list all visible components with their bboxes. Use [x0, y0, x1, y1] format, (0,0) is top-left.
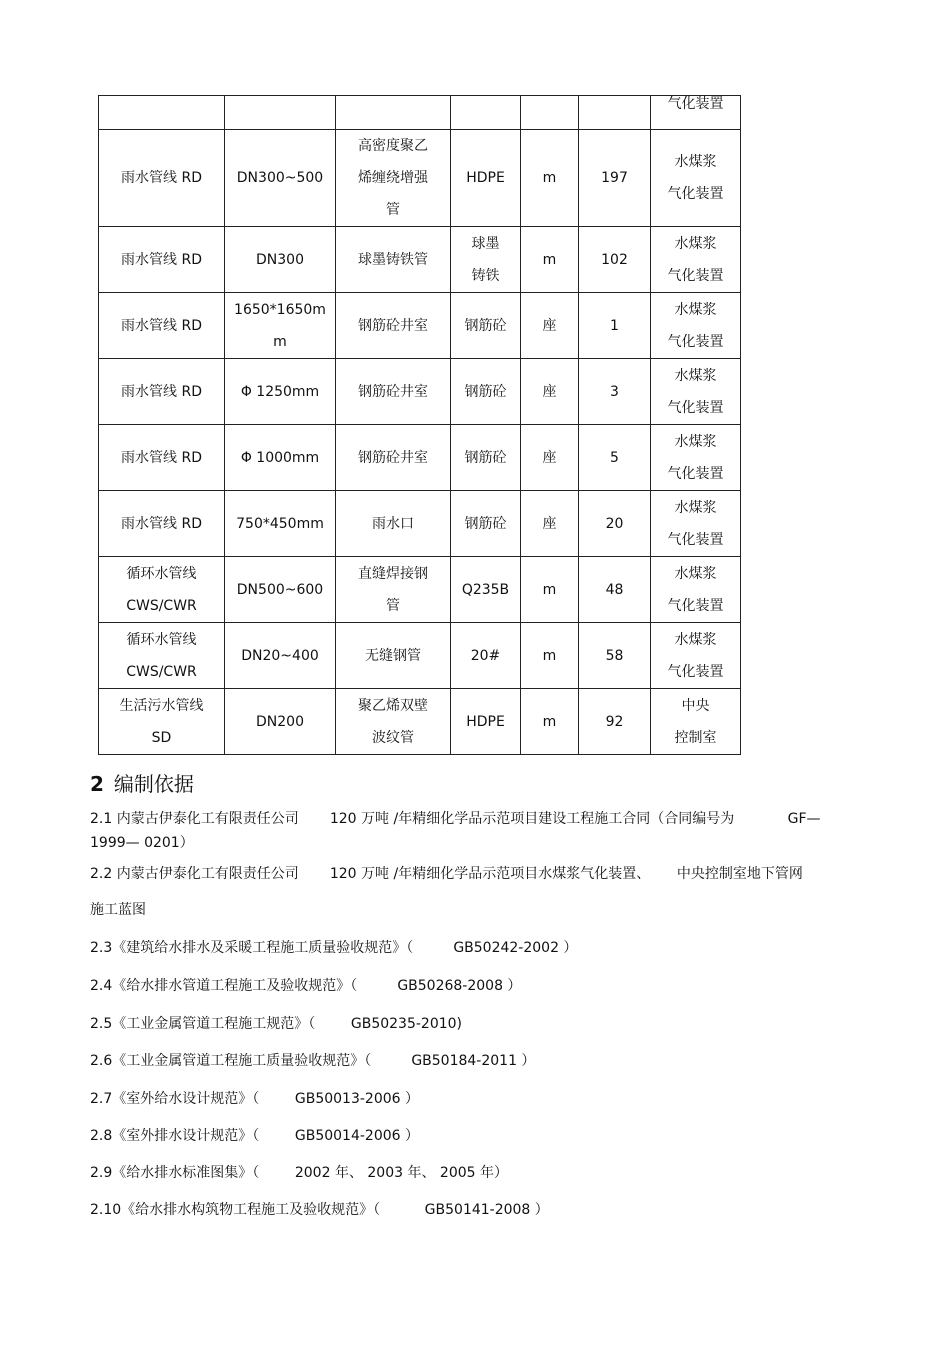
table-cell-spec — [225, 293, 336, 359]
table-cell-material — [451, 491, 521, 557]
cell-line: DN20~400 — [241, 647, 319, 664]
cell-line: 58 — [605, 647, 624, 664]
cell-line: 雨水管线 RD — [121, 170, 202, 186]
cell-line: 气化装置 — [667, 333, 724, 350]
cell-line: m — [542, 251, 557, 268]
table-row — [99, 557, 741, 623]
cell-line: 钢筋砼井室 — [358, 449, 428, 466]
table-cell-quantity — [579, 557, 651, 623]
cell-line: 水煤浆 — [674, 433, 717, 450]
cell-line: HDPE — [466, 713, 505, 730]
cell-line: 水煤浆 — [674, 499, 717, 516]
cell-line: Φ 1000mm — [240, 449, 320, 466]
table-cell-location — [651, 557, 741, 623]
cell-line: 座 — [542, 383, 557, 400]
cell-line: DN200 — [256, 713, 304, 730]
cell-line: 钢筋砼井室 — [358, 383, 428, 400]
table-cell-unit — [521, 293, 579, 359]
cell-line: 气化装置 — [667, 531, 724, 548]
cell-line: 无缝钢管 — [365, 647, 421, 664]
table-cell-material-desc — [336, 491, 451, 557]
table-cell-material — [451, 623, 521, 689]
cell-line: 钢筋砼 — [464, 383, 507, 400]
basis-item: 2.8《室外排水设计规范》（ GB50014-2006 ） — [90, 1128, 419, 1144]
cell-line: 中央 — [681, 697, 710, 714]
table-cell-location — [651, 689, 741, 755]
table-cell-spec — [225, 557, 336, 623]
cell-line: 气化装置 — [667, 96, 724, 112]
table-row — [99, 425, 741, 491]
cell-line: 钢筋砼井室 — [358, 317, 428, 334]
pipeline-quantity-table — [98, 95, 741, 755]
table-body — [99, 96, 741, 755]
table-cell-location — [651, 623, 741, 689]
table-cell-location — [651, 491, 741, 557]
section-title: 编制依据 — [113, 772, 194, 796]
table-cell-quantity — [579, 130, 651, 227]
cell-line: DN500~600 — [236, 581, 324, 598]
cell-line: 102 — [601, 251, 628, 268]
table-cell-pipeline-name — [99, 491, 225, 557]
cell-line: 雨水管线 RD — [121, 317, 202, 334]
table-cell-unit — [521, 557, 579, 623]
cell-line: 水煤浆 — [674, 631, 717, 648]
cell-line: 雨水口 — [372, 515, 414, 532]
cell-line: CWS/CWR — [126, 663, 197, 680]
cell-line: 气化装置 — [667, 186, 724, 202]
table-row — [99, 130, 741, 227]
cell-line: 水煤浆 — [674, 565, 717, 582]
cell-line: 水煤浆 — [674, 301, 717, 318]
table-cell-spec — [225, 359, 336, 425]
cell-line: 水煤浆 — [674, 235, 717, 252]
cell-line: 20 — [605, 515, 624, 532]
basis-item: 2.9《给水排水标准图集》（ 2002 年、 2003 年、 2005 年） — [90, 1165, 509, 1181]
basis-item: 2.5《工业金属管道工程施工规范》（ GB50235-2010) — [90, 1016, 462, 1032]
table-cell-location — [651, 425, 741, 491]
cell-line: 1650*1650m — [234, 301, 326, 318]
cell-line: 气化装置 — [667, 267, 724, 284]
table-cell-material — [451, 689, 521, 755]
cell-line: 波纹管 — [372, 729, 414, 746]
basis-item: 施工蓝图 — [90, 902, 146, 918]
table-cell-unit — [521, 359, 579, 425]
table-cell-quantity — [579, 425, 651, 491]
cell-line: 48 — [605, 581, 624, 598]
cell-line: 水煤浆 — [674, 367, 717, 384]
table-cell-unit — [521, 689, 579, 755]
cell-line: Φ 1250mm — [240, 383, 320, 400]
basis-item: 2.1 内蒙古伊泰化工有限责任公司 120 万吨 /年精细化学品示范项目建设工程施工合同（合同编号为 GF— — [90, 811, 821, 827]
cell-line: 烯缠绕增强 — [358, 170, 428, 186]
table-cell-unit — [521, 425, 579, 491]
basis-item: 1999— 0201） — [90, 835, 194, 851]
cell-line: 钢筋砼 — [464, 515, 507, 532]
basis-item: 2.4《给水排水管道工程施工及验收规范》（ GB50268-2008 ） — [90, 978, 522, 994]
table-cell-unit — [521, 623, 579, 689]
table-cell-pipeline-name — [99, 130, 225, 227]
section-number: 2 — [90, 772, 104, 796]
cell-line: m — [542, 581, 557, 598]
table-cell-material — [451, 227, 521, 293]
cell-line: 控制室 — [674, 729, 717, 746]
basis-item: 2.2 内蒙古伊泰化工有限责任公司 120 万吨 /年精细化学品示范项目水煤浆气化装置、 中央控制室地下管网 — [90, 866, 803, 882]
table-cell-material — [451, 96, 521, 130]
table-cell-unit — [521, 130, 579, 227]
table-row — [99, 227, 741, 293]
cell-line: 铸铁 — [471, 267, 500, 284]
basis-item: 2.7《室外给水设计规范》（ GB50013-2006 ） — [90, 1091, 419, 1107]
cell-line: 气化装置 — [667, 465, 724, 482]
table-cell-location — [651, 359, 741, 425]
cell-line: m — [542, 713, 557, 730]
cell-line: 气化装置 — [667, 663, 724, 680]
cell-line: 3 — [610, 383, 619, 400]
table-cell-spec — [225, 491, 336, 557]
table-cell-location — [651, 293, 741, 359]
cell-line: 雨水管线 RD — [121, 515, 202, 532]
table-cell-pipeline-name — [99, 227, 225, 293]
basis-item: 2.10《给水排水构筑物工程施工及验收规范》（ GB50141-2008 ） — [90, 1202, 549, 1218]
cell-line: DN300~500 — [236, 170, 324, 186]
table-row — [99, 359, 741, 425]
cell-line: 直缝焊接钢 — [358, 565, 428, 582]
table-cell-spec — [225, 96, 336, 130]
cell-line: 管 — [386, 597, 400, 614]
cell-line: 循环水管线 — [126, 631, 197, 648]
cell-line: m — [542, 170, 557, 186]
table-cell-quantity — [579, 689, 651, 755]
table-row — [99, 689, 741, 755]
table-cell-location — [651, 96, 741, 130]
cell-line: 92 — [605, 713, 624, 730]
cell-line: 水煤浆 — [674, 154, 717, 170]
cell-line: 5 — [610, 449, 619, 466]
table-cell-material-desc — [336, 359, 451, 425]
cell-line: DN300 — [256, 251, 304, 268]
cell-line: m — [542, 647, 557, 664]
table-cell-quantity — [579, 491, 651, 557]
cell-line: 座 — [542, 515, 557, 532]
table-row — [99, 491, 741, 557]
basis-item: 2.3《建筑给水排水及采暖工程施工质量验收规范》（ GB50242-2002 ） — [90, 940, 578, 956]
cell-line: 循环水管线 — [126, 565, 197, 582]
table-cell-quantity — [579, 96, 651, 130]
table-cell-spec — [225, 689, 336, 755]
cell-line: SD — [151, 729, 172, 746]
table-cell-material — [451, 293, 521, 359]
basis-item: 2.6《工业金属管道工程施工质量验收规范》（ GB50184-2011 ） — [90, 1053, 536, 1069]
table-cell-unit — [521, 227, 579, 293]
table-row — [99, 623, 741, 689]
cell-line: 雨水管线 RD — [121, 449, 202, 466]
cell-line: 管 — [386, 202, 400, 218]
table-cell-spec — [225, 425, 336, 491]
cell-line: 座 — [542, 449, 557, 466]
cell-line: CWS/CWR — [126, 597, 197, 614]
table-cell-material-desc — [336, 96, 451, 130]
table-cell-pipeline-name — [99, 689, 225, 755]
cell-line: 钢筋砼 — [464, 317, 507, 334]
table-cell-pipeline-name — [99, 359, 225, 425]
table-cell-unit — [521, 96, 579, 130]
table-cell-material-desc — [336, 557, 451, 623]
table-cell-unit — [521, 491, 579, 557]
cell-line: 聚乙烯双壁 — [358, 697, 428, 714]
table-cell-material — [451, 359, 521, 425]
table-cell-material-desc — [336, 425, 451, 491]
table-cell-pipeline-name — [99, 623, 225, 689]
table-cell-material-desc — [336, 130, 451, 227]
cell-line: m — [273, 333, 287, 350]
table-cell-quantity — [579, 293, 651, 359]
cell-line: 气化装置 — [667, 597, 724, 614]
table-cell-quantity — [579, 227, 651, 293]
table-cell-material-desc — [336, 623, 451, 689]
table-cell-material-desc — [336, 227, 451, 293]
cell-line: 20# — [470, 647, 501, 664]
table-cell-pipeline-name — [99, 96, 225, 130]
cell-line: Q235B — [461, 581, 510, 598]
table-cell-spec — [225, 623, 336, 689]
cell-line: 生活污水管线 — [119, 697, 204, 714]
table-cell-spec — [225, 130, 336, 227]
table-cell-pipeline-name — [99, 425, 225, 491]
cell-line: 雨水管线 RD — [121, 251, 202, 268]
table-cell-material — [451, 425, 521, 491]
table-cell-quantity — [579, 623, 651, 689]
cell-line: 钢筋砼 — [464, 449, 507, 466]
table-cell-pipeline-name — [99, 293, 225, 359]
cell-line: 球墨铸铁管 — [358, 251, 428, 268]
cell-line: 高密度聚乙 — [358, 138, 428, 154]
table-cell-material-desc — [336, 293, 451, 359]
cell-line: 球墨 — [471, 235, 500, 252]
table-cell-quantity — [579, 359, 651, 425]
table-cell-location — [651, 130, 741, 227]
table-cell-material — [451, 557, 521, 623]
cell-line: 座 — [542, 317, 557, 334]
cell-line: 气化装置 — [667, 399, 724, 416]
table-cell-pipeline-name — [99, 557, 225, 623]
table-row — [99, 293, 741, 359]
table-cell-location — [651, 227, 741, 293]
cell-line: 750*450mm — [236, 515, 324, 532]
cell-line: HDPE — [466, 170, 505, 186]
cell-line: 1 — [610, 317, 619, 334]
table-cell-material-desc — [336, 689, 451, 755]
section-heading — [90, 768, 194, 797]
cell-line: 197 — [601, 170, 628, 186]
table-cell-material — [451, 130, 521, 227]
cell-line: 雨水管线 RD — [121, 383, 202, 400]
table-cell-spec — [225, 227, 336, 293]
table-row — [99, 96, 741, 130]
